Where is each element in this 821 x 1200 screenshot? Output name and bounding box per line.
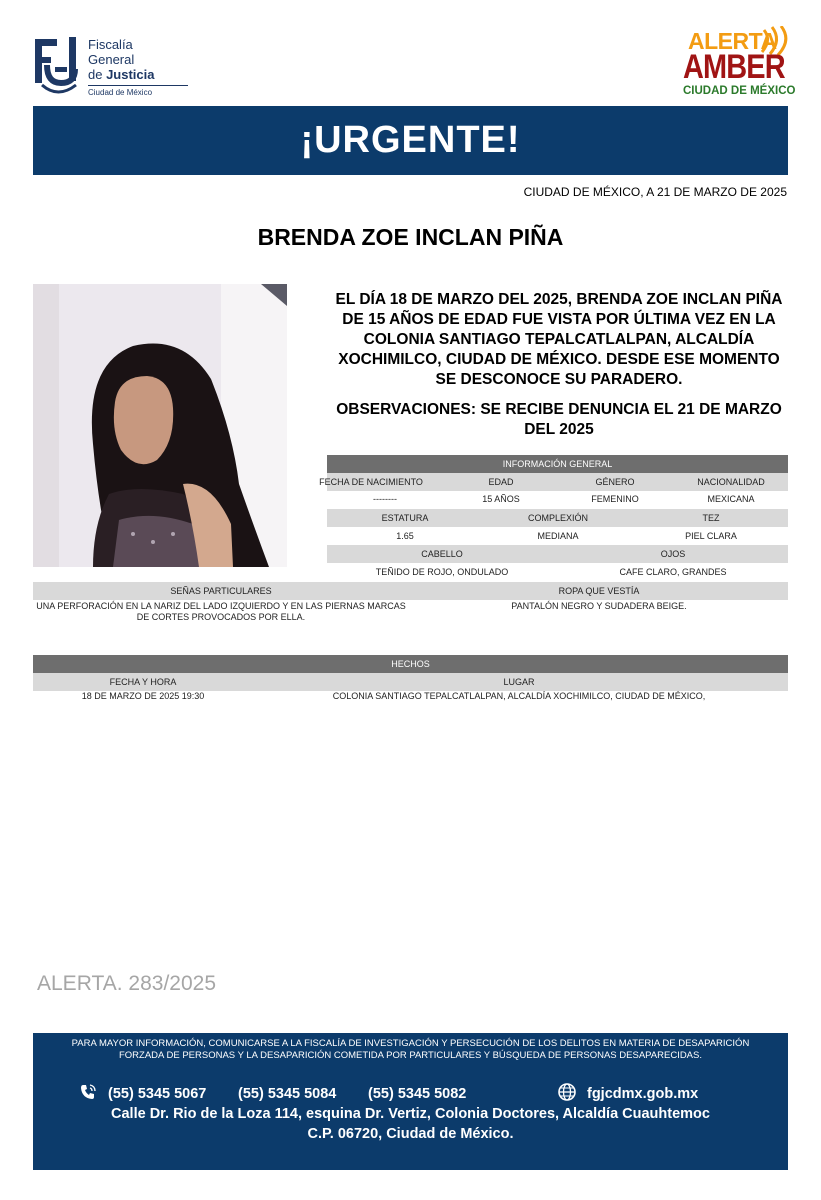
- value-complexion: PIEL CLARA: [685, 531, 737, 541]
- value-birthdate: --------: [373, 494, 397, 504]
- urgent-title: ¡URGENTE!: [300, 119, 521, 161]
- value-build: MEDIANA: [537, 531, 579, 541]
- fgj-logo-line3-prefix: de: [88, 67, 107, 82]
- fgj-logo-line3-bold: Justicia: [106, 67, 155, 82]
- person-photo-illustration: [33, 284, 287, 567]
- date-line: CIUDAD DE MÉXICO, A 21 DE MARZO DE 2025: [523, 185, 787, 199]
- fgj-logo-line4: Ciudad de México: [88, 88, 153, 97]
- facts-labels: [33, 673, 788, 691]
- label-gender: GÉNERO: [595, 477, 635, 487]
- value-place: COLONIA SANTIAGO TEPALCATLALPAN, ALCALDÍA XOCHIMILCO, CIUDAD DE MÉXICO,: [332, 691, 706, 701]
- label-hair: CABELLO: [421, 549, 463, 559]
- value-hair: TEÑIDO DE ROJO, ONDULADO: [375, 567, 509, 577]
- footer-info: [33, 1038, 788, 1062]
- value-gender: FEMENINO: [591, 494, 639, 504]
- fgj-logo-line3: [88, 67, 155, 82]
- info-row3-values: [327, 567, 788, 579]
- value-distinguishing-marks-line2: DE CORTES PROVOCADOS POR ELLA.: [136, 612, 306, 622]
- label-clothing: ROPA QUE VESTÍA: [558, 586, 640, 596]
- value-height: 1.65: [396, 531, 414, 541]
- contact-footer: [33, 1033, 788, 1170]
- amber-logo-alerta: ALERTA: [688, 28, 777, 54]
- phone-number-3[interactable]: (55) 5345 5082: [368, 1086, 467, 1102]
- value-age: 15 AÑOS: [482, 494, 520, 504]
- info-row1-labels: [319, 473, 788, 491]
- label-eyes: OJOS: [660, 549, 686, 559]
- label-distinguishing-marks: SEÑAS PARTICULARES: [170, 586, 272, 596]
- fgj-logo-line1: Fiscalía: [88, 37, 133, 52]
- urgent-banner: [33, 106, 788, 175]
- footer-info-line1: PARA MAYOR INFORMACIÓN, COMUNICARSE A LA FISCALÍA DE INVESTIGACIÓN Y PERSECUCIÓN DE LOS DELITOS EN MATERIA DE DESAPARICIÓN: [71, 1038, 750, 1049]
- label-complexion: TEZ: [702, 513, 720, 523]
- marks-labels: [33, 582, 788, 600]
- alerta-amber-logo: [676, 26, 796, 104]
- amber-logo-city: CIUDAD DE MÉXICO: [683, 85, 796, 97]
- value-nationality: MEXICANA: [707, 494, 755, 504]
- footer-info-line2: FORZADA DE PERSONAS Y LA DESAPARICIÓN COMETIDA POR PARTICULARES Y BÚSQUEDA DE PERSONAS DESAPARECIDAS.: [118, 1050, 702, 1061]
- phone-number-2[interactable]: (55) 5345 5084: [238, 1086, 337, 1102]
- globe-icon: [557, 1082, 577, 1102]
- label-height: ESTATURA: [381, 513, 429, 523]
- website-link[interactable]: fgjcdmx.gob.mx: [587, 1086, 699, 1102]
- value-eyes: CAFE CLARO, GRANDES: [619, 567, 727, 577]
- info-row1-values: [327, 494, 788, 506]
- facts-values: [33, 691, 788, 703]
- amber-logo-amber: AMBER: [683, 48, 785, 86]
- info-row2-values: [327, 531, 788, 543]
- fgj-logo-line2: General: [88, 52, 135, 67]
- info-section-header: INFORMACIÓN GENERAL: [327, 455, 788, 473]
- value-distinguishing-marks-line1: UNA PERFORACIÓN EN LA NARIZ DEL LADO IZQUIERDO Y EN LAS PIERNAS MARCAS: [36, 601, 406, 611]
- label-nationality: NACIONALIDAD: [697, 477, 765, 487]
- person-photo: [33, 284, 287, 567]
- footer-address-line2: C.P. 06720, Ciudad de México.: [307, 1126, 514, 1142]
- alert-number: ALERTA. 283/2025: [37, 972, 217, 995]
- fgj-logo: [33, 33, 168, 101]
- case-description: EL DÍA 18 DE MARZO DEL 2025, BRENDA ZOE INCLAN PIÑA DE 15 AÑOS DE EDAD FUE VISTA POR ÚLTIMA VEZ EN LA COLONIA SANTIAGO TEPALCATLALPAN, ALCALDÍA XOCHIMILCO, CIUDAD DE MÉXICO. DESDE ESE MOMENTO SE DESCONOCE SU PARADERO.: [335, 291, 783, 388]
- info-row3-labels: [327, 545, 788, 563]
- label-date-time: FECHA Y HORA: [109, 677, 177, 687]
- footer-address-line1: Calle Dr. Rio de la Loza 114, esquina Dr. Vertiz, Colonia Doctores, Alcaldía Cuauhtemoc: [111, 1106, 710, 1122]
- person-name: BRENDA ZOE INCLAN PIÑA: [257, 224, 564, 250]
- facts-section-header: HECHOS: [33, 655, 788, 673]
- label-build: COMPLEXIÓN: [527, 513, 589, 523]
- info-row2-labels: [327, 509, 788, 527]
- fgj-logo-divider: [88, 85, 188, 86]
- value-clothing: PANTALÓN NEGRO Y SUDADERA BEIGE.: [511, 601, 687, 611]
- label-age: EDAD: [488, 477, 514, 487]
- phone-number-1[interactable]: (55) 5345 5067: [108, 1086, 207, 1102]
- marks-values: [33, 601, 788, 625]
- fgj-emblem-icon: [33, 35, 83, 99]
- value-date-time: 18 DE MARZO DE 2025 19:30: [81, 691, 205, 701]
- phone-icon: [79, 1083, 97, 1101]
- case-observations: OBSERVACIONES: SE RECIBE DENUNCIA EL 21 DE MARZO DEL 2025: [336, 401, 782, 438]
- label-birthdate: FECHA DE NACIMIENTO: [319, 477, 423, 487]
- label-place: LUGAR: [503, 677, 535, 687]
